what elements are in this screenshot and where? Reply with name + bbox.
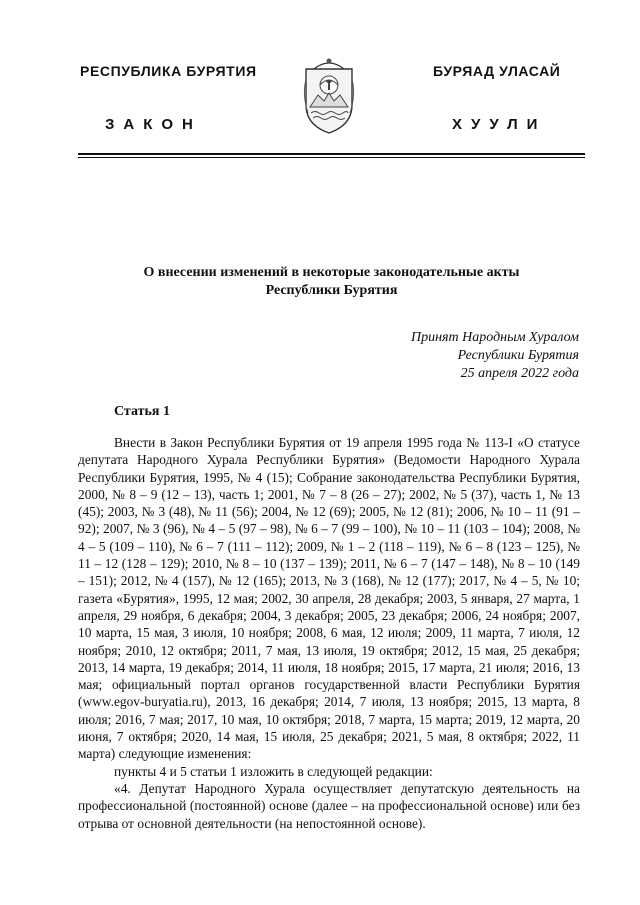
article-paragraph-3: «4. Депутат Народного Хурала осуществляет депутатскую деятельность на профессиональной (постоянной) основе (далее – на профессиональной основе) или без отрыва от основной деятельности (на непостоянной основе).	[78, 780, 580, 831]
law-title	[78, 264, 585, 300]
adoption-date: 25 апреля 2022 года	[460, 366, 579, 381]
law-title-line-1: О внесении изменений в некоторые законодательные акты	[143, 265, 520, 280]
article-paragraph-2: пункты 4 и 5 статьи 1 изложить в следующей редакции:	[114, 763, 433, 779]
article-paragraph-1: Внести в Закон Республики Бурятия от 19 апреля 1995 года № 113-I «О статусе депутата Народного Хурала Республики Бурятия» (Ведомости Народного Хурала Республики Бурятия, 1995, № 4 (15); Собрание законодательства Республики Бурятия, 2000, № 8 – 9 (12 – 13), часть 1; 2001, № 7 – 8 (26 – 27); 2002, № 5 (37), часть 1, № 13 (45); 2003, № 3 (48), № 11 (56); 2004, № 12 (69); 2005, № 12 (81); 2006, № 10 – 11 (91 – 92); 2007, № 3 (96), № 4 – 5 (97 – 98), № 6 – 7 (99 – 100), № 10 – 11 (103 – 104); 2008, № 4 – 5 (109 – 110), № 6 – 7 (111 – 112); 2009, № 1 – 2 (118 – 119), № 6 – 8 (123 – 125), № 11 – 12 (128 – 129); 2010, № 8 – 10 (137 – 139); 2011, № 6 – 7 (147 – 148), № 8 – 10 (149 – 151); 2012, № 4 (157), № 12 (165); 2013, № 3 (168), № 12 (177); 2017, № 4 – 5, № 10; газета «Бурятия», 1995, 12 мая; 2002, 30 апреля, 28 декабря; 2003, 5 января, 27 марта, 1 апреля, 29 ноября, 6 декабря; 2004, 3 декабря; 2005, 23 декабря; 2006, 24 ноября; 2007, 10 марта, 15 мая, 3 июля, 10 ноября; 2008, 6 мая, 12 июля; 2009, 11 марта, 7 июля, 12 ноября; 2010, 12 октября; 2011, 7 мая, 13 июля, 19 октября; 2012, 15 мая, 25 декабря; 2013, 14 марта, 19 декабря; 2014, 11 июля, 18 ноября; 2015, 17 марта, 21 июля; 2016, 13 мая; официальный портал органов государственной власти Республики Бурятия (www.egov-buryatia.ru), 2013, 16 декабря; 2014, 7 июля, 13 ноября; 2015, 13 марта, 8 июля; 2016, 7 мая; 2017, 10 мая, 10 октября; 2018, 7 марта, 15 марта; 2019, 12 марта, 20 июня, 7 октября; 2020, 14 мая, 15 июля, 25 декабря; 2021, 5 мая, 8 октября; 2022, 11 марта) следующие изменения:	[78, 435, 580, 762]
law-title-line-2: Республики Бурятия	[265, 283, 398, 298]
law-label-buryat: ХУУЛИ	[452, 116, 547, 133]
article-heading: Статья 1	[114, 404, 170, 419]
header-rule-thick	[78, 153, 585, 155]
law-label-russian: ЗАКОН	[105, 116, 202, 133]
header-rule-thin	[78, 157, 585, 158]
republic-name-buryat: БУРЯАД УЛАСАЙ	[433, 63, 561, 79]
coat-of-arms-icon	[302, 55, 356, 135]
adoption-note-line-1: Принят Народным Хуралом	[410, 330, 579, 345]
republic-name-russian: РЕСПУБЛИКА БУРЯТИЯ	[80, 63, 257, 79]
adoption-note-line-2: Республики Бурятия	[457, 348, 579, 363]
article-body	[78, 434, 580, 832]
adoption-note	[300, 329, 579, 383]
